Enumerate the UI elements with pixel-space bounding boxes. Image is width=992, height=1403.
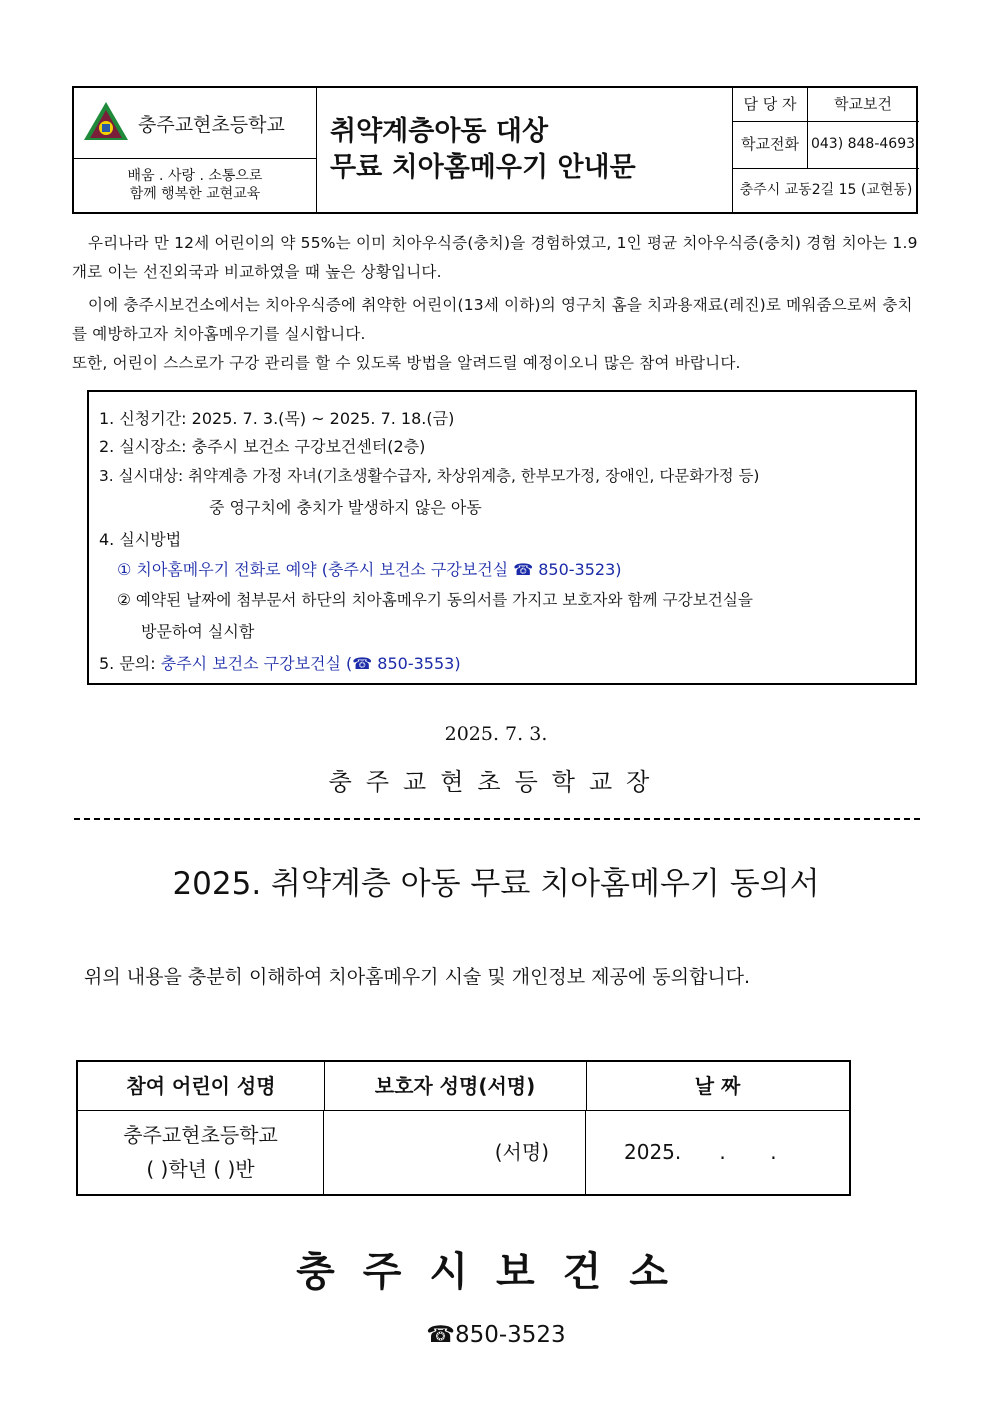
child-school: 충주교현초등학교 (123, 1123, 278, 1147)
header-child-name: 참여 어린이 성명 (78, 1062, 325, 1110)
manager-label: 담 당 자 (733, 88, 808, 121)
motto-line-1: 배움 . 사랑 . 소통으로 (127, 168, 263, 184)
phone-value: 043) 848-4693 (810, 136, 916, 152)
consent-table-header (78, 1062, 849, 1111)
title-line-2: 무료 치아홈메우기 안내문 (330, 152, 636, 183)
child-class: ( )학년 ( )반 (146, 1157, 255, 1181)
header-date: 날 짜 (694, 1074, 741, 1098)
principal-title: 충주교현초등학교장 (328, 768, 664, 796)
method-step-2: ② 예약된 날짜에 첨부문서 하단의 치아홈메우기 동의서를 가지고 보호자와 함께 구강보건실을 (117, 591, 753, 609)
school-motto (74, 158, 316, 212)
intro-paragraph-2: 이에 충주시보건소에서는 치아우식증에 취약한 어린이(13세 이하)의 영구치 홈을 치과용재료(레진)로 메워줌으로써 충치를 예방하고자 치아홈메우기를 실시합니다. (72, 296, 913, 343)
info-period: 1. 신청기간: 2025. 7. 3.(목) ~ 2025. 7. 18.(금) (99, 409, 455, 428)
issuer-name: 충주시보건소 (296, 1248, 696, 1295)
cut-line (74, 818, 920, 820)
issuer-phone: ☎850-3523 (426, 1322, 566, 1348)
phone-row (733, 121, 919, 169)
consent-table (76, 1060, 851, 1196)
manager-value: 학교보건 (834, 95, 892, 113)
info-method: 4. 실시방법 (99, 530, 182, 549)
date-cell[interactable]: 2025. . . (624, 1140, 777, 1164)
consent-title: 2025. 취약계층 아동 무료 치아홈메우기 동의서 (172, 866, 820, 902)
info-target: 3. 실시대상: 취약계층 가정 자녀(기초생활수급자, 차상위계층, 한부모가정, 장애인, 다문화가정 등) (99, 467, 760, 485)
school-name: 충주교현초등학교 (138, 114, 285, 136)
intro-paragraph-3: 또한, 어린이 스스로가 구강 관리를 할 수 있도록 방법을 알려드릴 예정이오니 많은 참여 바랍니다. (72, 354, 741, 372)
title-line-1: 취약계층아동 대상 (330, 116, 549, 147)
intro-paragraph-1: 우리나라 만 12세 어린이의 약 55%는 이미 치아우식증(충치)을 경험하였고, 1인 평균 치아우식증(충치) 경험 치아는 1.9개로 이는 선진외국과 비교하였을 때 높은 상황입니다. (72, 234, 918, 281)
school-logo-row (74, 88, 316, 159)
phone-label: 학교전화 (733, 121, 808, 168)
info-box (87, 390, 917, 685)
consent-statement: 위의 내용을 충분히 이해하여 치아홈메우기 시술 및 개인정보 제공에 동의합니다. (84, 966, 751, 988)
guardian-sign-cell[interactable] (324, 1110, 586, 1194)
header-guardian-name: 보호자 성명(서명) (324, 1062, 587, 1110)
document-header (72, 86, 918, 214)
contact-label: 5. 문의: (99, 654, 161, 673)
manager-row (733, 88, 919, 122)
child-name-cell[interactable] (78, 1110, 324, 1194)
info-contact (99, 651, 461, 674)
sign-label: (서명) (494, 1140, 549, 1164)
contact-block (732, 88, 919, 212)
school-block (74, 88, 317, 212)
info-target-cont: 중 영구치에 충치가 발생하지 않은 아동 (209, 498, 482, 517)
school-emblem-icon (82, 100, 130, 144)
info-place: 2. 실시장소: 충주시 보건소 구강보건센터(2층) (99, 437, 426, 456)
notice-date: 2025. 7. 3. (444, 723, 548, 745)
address: 충주시 교동2길 15 (교현동) (739, 182, 913, 198)
motto-line-2: 함께 행복한 교현교육 (129, 186, 261, 202)
document-title (330, 114, 636, 186)
consent-table-row (78, 1110, 849, 1194)
method-step-1: ① 치아홈메우기 전화로 예약 (충주시 보건소 구강보건실 ☎ 850-3523) (117, 560, 622, 579)
method-step-2-cont: 방문하여 실시함 (141, 622, 255, 641)
contact-value: 충주시 보건소 구강보건실 (☎ 850-3553) (160, 654, 461, 673)
